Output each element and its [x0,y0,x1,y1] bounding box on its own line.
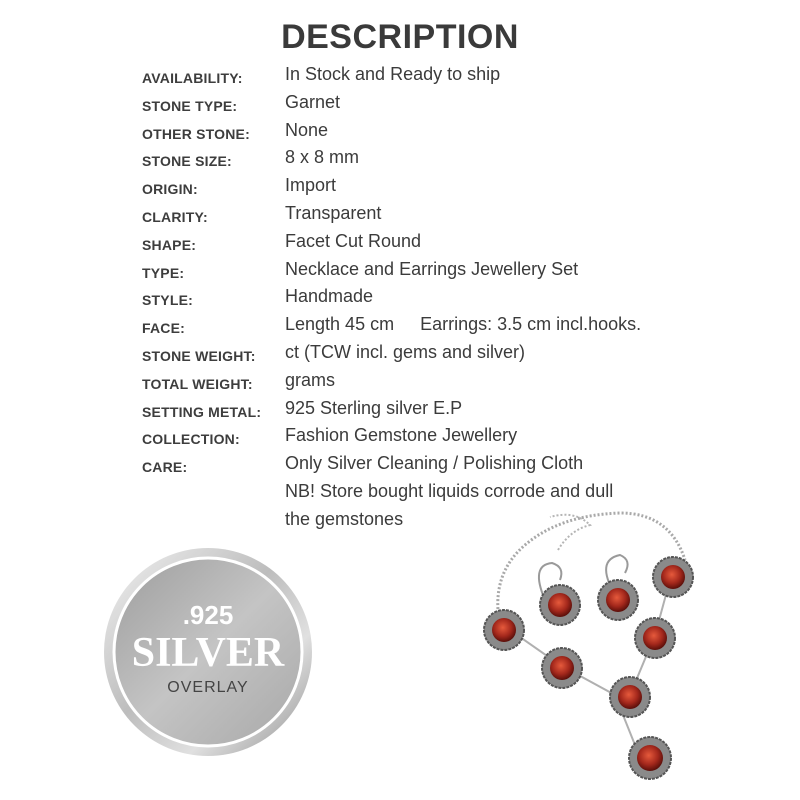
spec-value: grams [285,369,336,390]
garnet-pendant-stone [629,737,671,779]
spec-row [142,64,742,92]
spec-row [142,92,742,120]
care-note-line-1: NB! Store bought liquids corrode and dull [285,481,614,501]
spec-label: TOTAL WEIGHT: [142,375,253,392]
garnet-stone [635,618,675,658]
spec-label: STONE SIZE: [142,153,232,170]
spec-value [285,314,641,335]
spec-label: ORIGIN: [142,181,198,198]
spec-label: CARE: [142,459,188,476]
spec-value: Transparent [285,202,382,223]
spec-value: ct (TCW incl. gems and silver) [285,341,526,362]
spec-row [142,370,742,398]
spec-label: SETTING METAL: [142,403,262,420]
spec-row [142,231,742,259]
garnet-stone [540,585,580,625]
spec-label: CLARITY: [142,208,208,225]
spec-value: Handmade [285,286,374,307]
badge-overlay-text: OVERLAY [167,679,249,696]
spec-value: 925 Sterling silver E.P [285,397,463,418]
badge-925-text: .925 [182,600,234,630]
spec-label: FACE: [142,320,185,337]
garnet-stone [484,610,524,650]
spec-label: AVAILABILITY: [142,70,243,86]
spec-value: Garnet [285,91,341,112]
spec-value: In Stock and Ready to ship [285,64,501,84]
spec-value: None [285,119,329,140]
spec-row [142,398,742,426]
spec-label: STYLE: [142,292,193,309]
spec-row [142,147,742,175]
spec-value: Facet Cut Round [285,230,422,251]
spec-value: 8 x 8 mm [285,147,360,168]
spec-row [142,120,742,148]
necklace-earrings-set-image [470,505,710,790]
garnet-stone [598,580,638,620]
spec-row [142,175,742,203]
spec-value: Necklace and Earrings Jewellery Set [285,258,579,279]
badge-silver-text: SILVER [131,630,285,676]
spec-label: STONE TYPE: [142,97,238,114]
spec-value: Only Silver Cleaning / Polishing Cloth [285,453,584,474]
spec-row [142,203,742,231]
care-note-line-2: the gemstones [285,509,404,529]
spec-row [142,425,742,453]
garnet-stone [542,648,582,688]
spec-label: OTHER STONE: [142,125,250,142]
spec-row [142,314,742,342]
page-title: DESCRIPTION [281,18,519,56]
spec-value: Fashion Gemstone Jewellery [285,425,518,446]
spec-row [142,342,742,370]
spec-list [142,64,742,481]
spec-label: SHAPE: [142,236,197,253]
spec-label: STONE WEIGHT: [142,347,256,364]
spec-label: TYPE: [142,264,185,281]
silver-overlay-badge [102,546,314,758]
face-length: Length 45 cm [285,314,395,335]
garnet-stone [653,557,693,597]
spec-value: Import [285,175,337,196]
garnet-stone [610,677,650,717]
spec-row [142,453,742,481]
spec-row [142,286,742,314]
face-earrings: Earrings: 3.5 cm incl.hooks. [420,314,642,335]
spec-label: COLLECTION: [142,431,240,448]
spec-row [142,259,742,287]
